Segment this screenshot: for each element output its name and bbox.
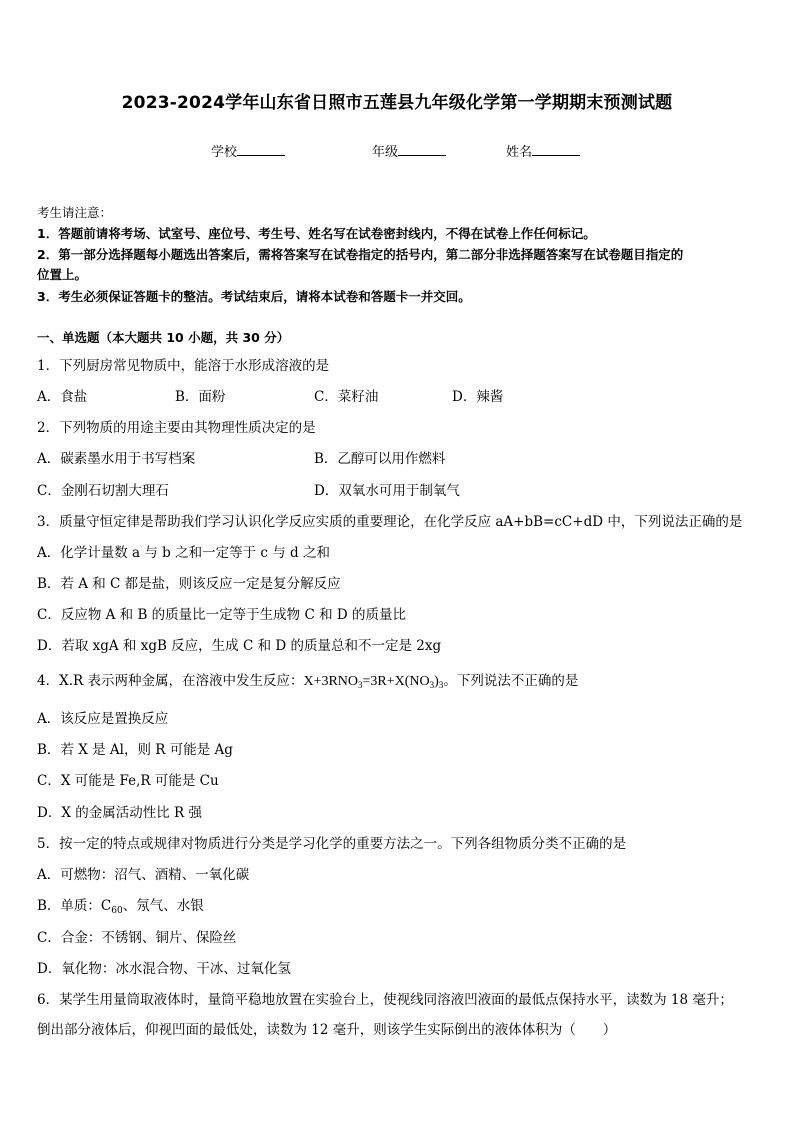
question-4-stem — [37, 669, 578, 690]
question-6-stem-cont: 倒出部分液体后，仰视凹面的最低处，读数为 12 毫升，则该学生实际倒出的液体体积为（ ） — [37, 1022, 617, 1038]
question-1-stem: 1．下列厨房常见物质中，能溶于水形成溶液的是 — [37, 358, 330, 374]
q4-option-c: C．X 可能是 Fe,R 可能是 Cu — [37, 773, 219, 789]
name-field — [506, 141, 580, 160]
school-blank — [237, 143, 285, 156]
q2-option-b: B．乙醇可以用作燃料 — [314, 451, 446, 467]
q2-option-c: C．金刚石切割大理石 — [37, 483, 169, 499]
notice-item: 位置上。 — [37, 267, 88, 282]
q4-option-d: D．X 的金属活动性比 R 强 — [37, 805, 202, 821]
q3-option-d: D．若取 xgA 和 xgB 反应，生成 C 和 D 的质量总和不一定是 2xg — [37, 638, 442, 654]
question-5-stem: 5．按一定的特点或规律对物质进行分类是学习化学的重要方法之一。下列各组物质分类不正确的是 — [37, 836, 627, 852]
formula-subscript: 3 — [438, 680, 444, 690]
exam-title: 2023-2024学年山东省日照市五莲县九年级化学第一学期期末预测试题 — [121, 93, 673, 113]
formula-part: X+3RNO — [303, 674, 359, 689]
q5-b-text: 、氖气、水银 — [122, 898, 204, 914]
q4-formula — [303, 674, 443, 689]
grade-field — [372, 141, 446, 160]
q5-b-text: B．单质：C — [37, 898, 112, 914]
formula-part: ) — [434, 674, 439, 689]
notice-item: 1．答题前请将考场、试室号、座位号、考生号、姓名写在试卷密封线内，不得在试卷上作任何标记。 — [37, 226, 596, 241]
formula-part: =3R+X(NO — [362, 674, 430, 689]
q3-option-b: B．若 A 和 C 都是盐，则该反应一定是复分解反应 — [37, 576, 341, 592]
q4-option-b: B．若 X 是 Al，则 R 可能是 Ag — [37, 742, 233, 758]
q5-option-c: C．合金：不锈钢、铜片、保险丝 — [37, 930, 237, 946]
q5-option-d: D．氧化物：冰水混合物、干冰、过氧化氢 — [37, 961, 291, 977]
formula-subscript: 3 — [429, 680, 435, 690]
q1-option-c: C．菜籽油 — [314, 389, 379, 405]
q5-b-subscript: 60 — [111, 906, 123, 916]
q4-stem-pre: 4．X.R 表示两种金属，在溶液中发生反应： — [37, 673, 304, 689]
school-field — [211, 141, 285, 160]
q2-option-a: A．碳素墨水用于书写档案 — [37, 451, 196, 467]
notice-heading: 考生请注意： — [37, 205, 113, 220]
question-3-stem: 3．质量守恒定律是帮助我们学习认识化学反应实质的重要理论，在化学反应 aA+bB=cC+dD 中，下列说法正确的是 — [37, 514, 743, 530]
formula-subscript: 3 — [358, 680, 363, 690]
name-blank — [532, 143, 580, 156]
q5-option-a: A．可燃物：沼气、酒精、一氧化碳 — [37, 867, 250, 883]
section-heading: 一、单选题（本大题共 10 小题，共 30 分） — [37, 330, 290, 345]
name-label: 姓名 — [506, 145, 533, 160]
q1-option-a: A．食盐 — [37, 389, 88, 405]
school-label: 学校 — [211, 145, 238, 160]
q1-option-d: D．辣酱 — [452, 389, 504, 405]
notice-item: 3．考生必须保证答题卡的整洁。考试结束后，请将本试卷和答题卡一并交回。 — [37, 289, 471, 304]
q2-option-d: D．双氧水可用于制氧气 — [314, 483, 460, 499]
q4-option-a: A．该反应是置换反应 — [37, 711, 169, 727]
q5-option-b — [37, 894, 204, 916]
q3-option-a: A．化学计量数 a 与 b 之和一定等于 c 与 d 之和 — [37, 545, 330, 561]
notice-item: 2．第一部分选择题每小题选出答案后，需将答案写在试卷指定的括号内，第二部分非选择题答案写在试卷题目指定的 — [37, 247, 684, 262]
q4-stem-post: 。下列说法不正确的是 — [443, 673, 579, 689]
q3-option-c: C．反应物 A 和 B 的质量比一定等于生成物 C 和 D 的质量比 — [37, 607, 406, 623]
question-6-stem: 6．某学生用量筒取液体时，量筒平稳地放置在实验台上，使视线同溶液凹液面的最低点保持水平，读数为 18 毫升； — [37, 992, 733, 1008]
grade-label: 年级 — [372, 145, 399, 160]
q1-option-b: B．面粉 — [175, 389, 226, 405]
question-2-stem: 2．下列物质的用途主要由其物理性质决定的是 — [37, 420, 316, 436]
grade-blank — [398, 143, 446, 156]
